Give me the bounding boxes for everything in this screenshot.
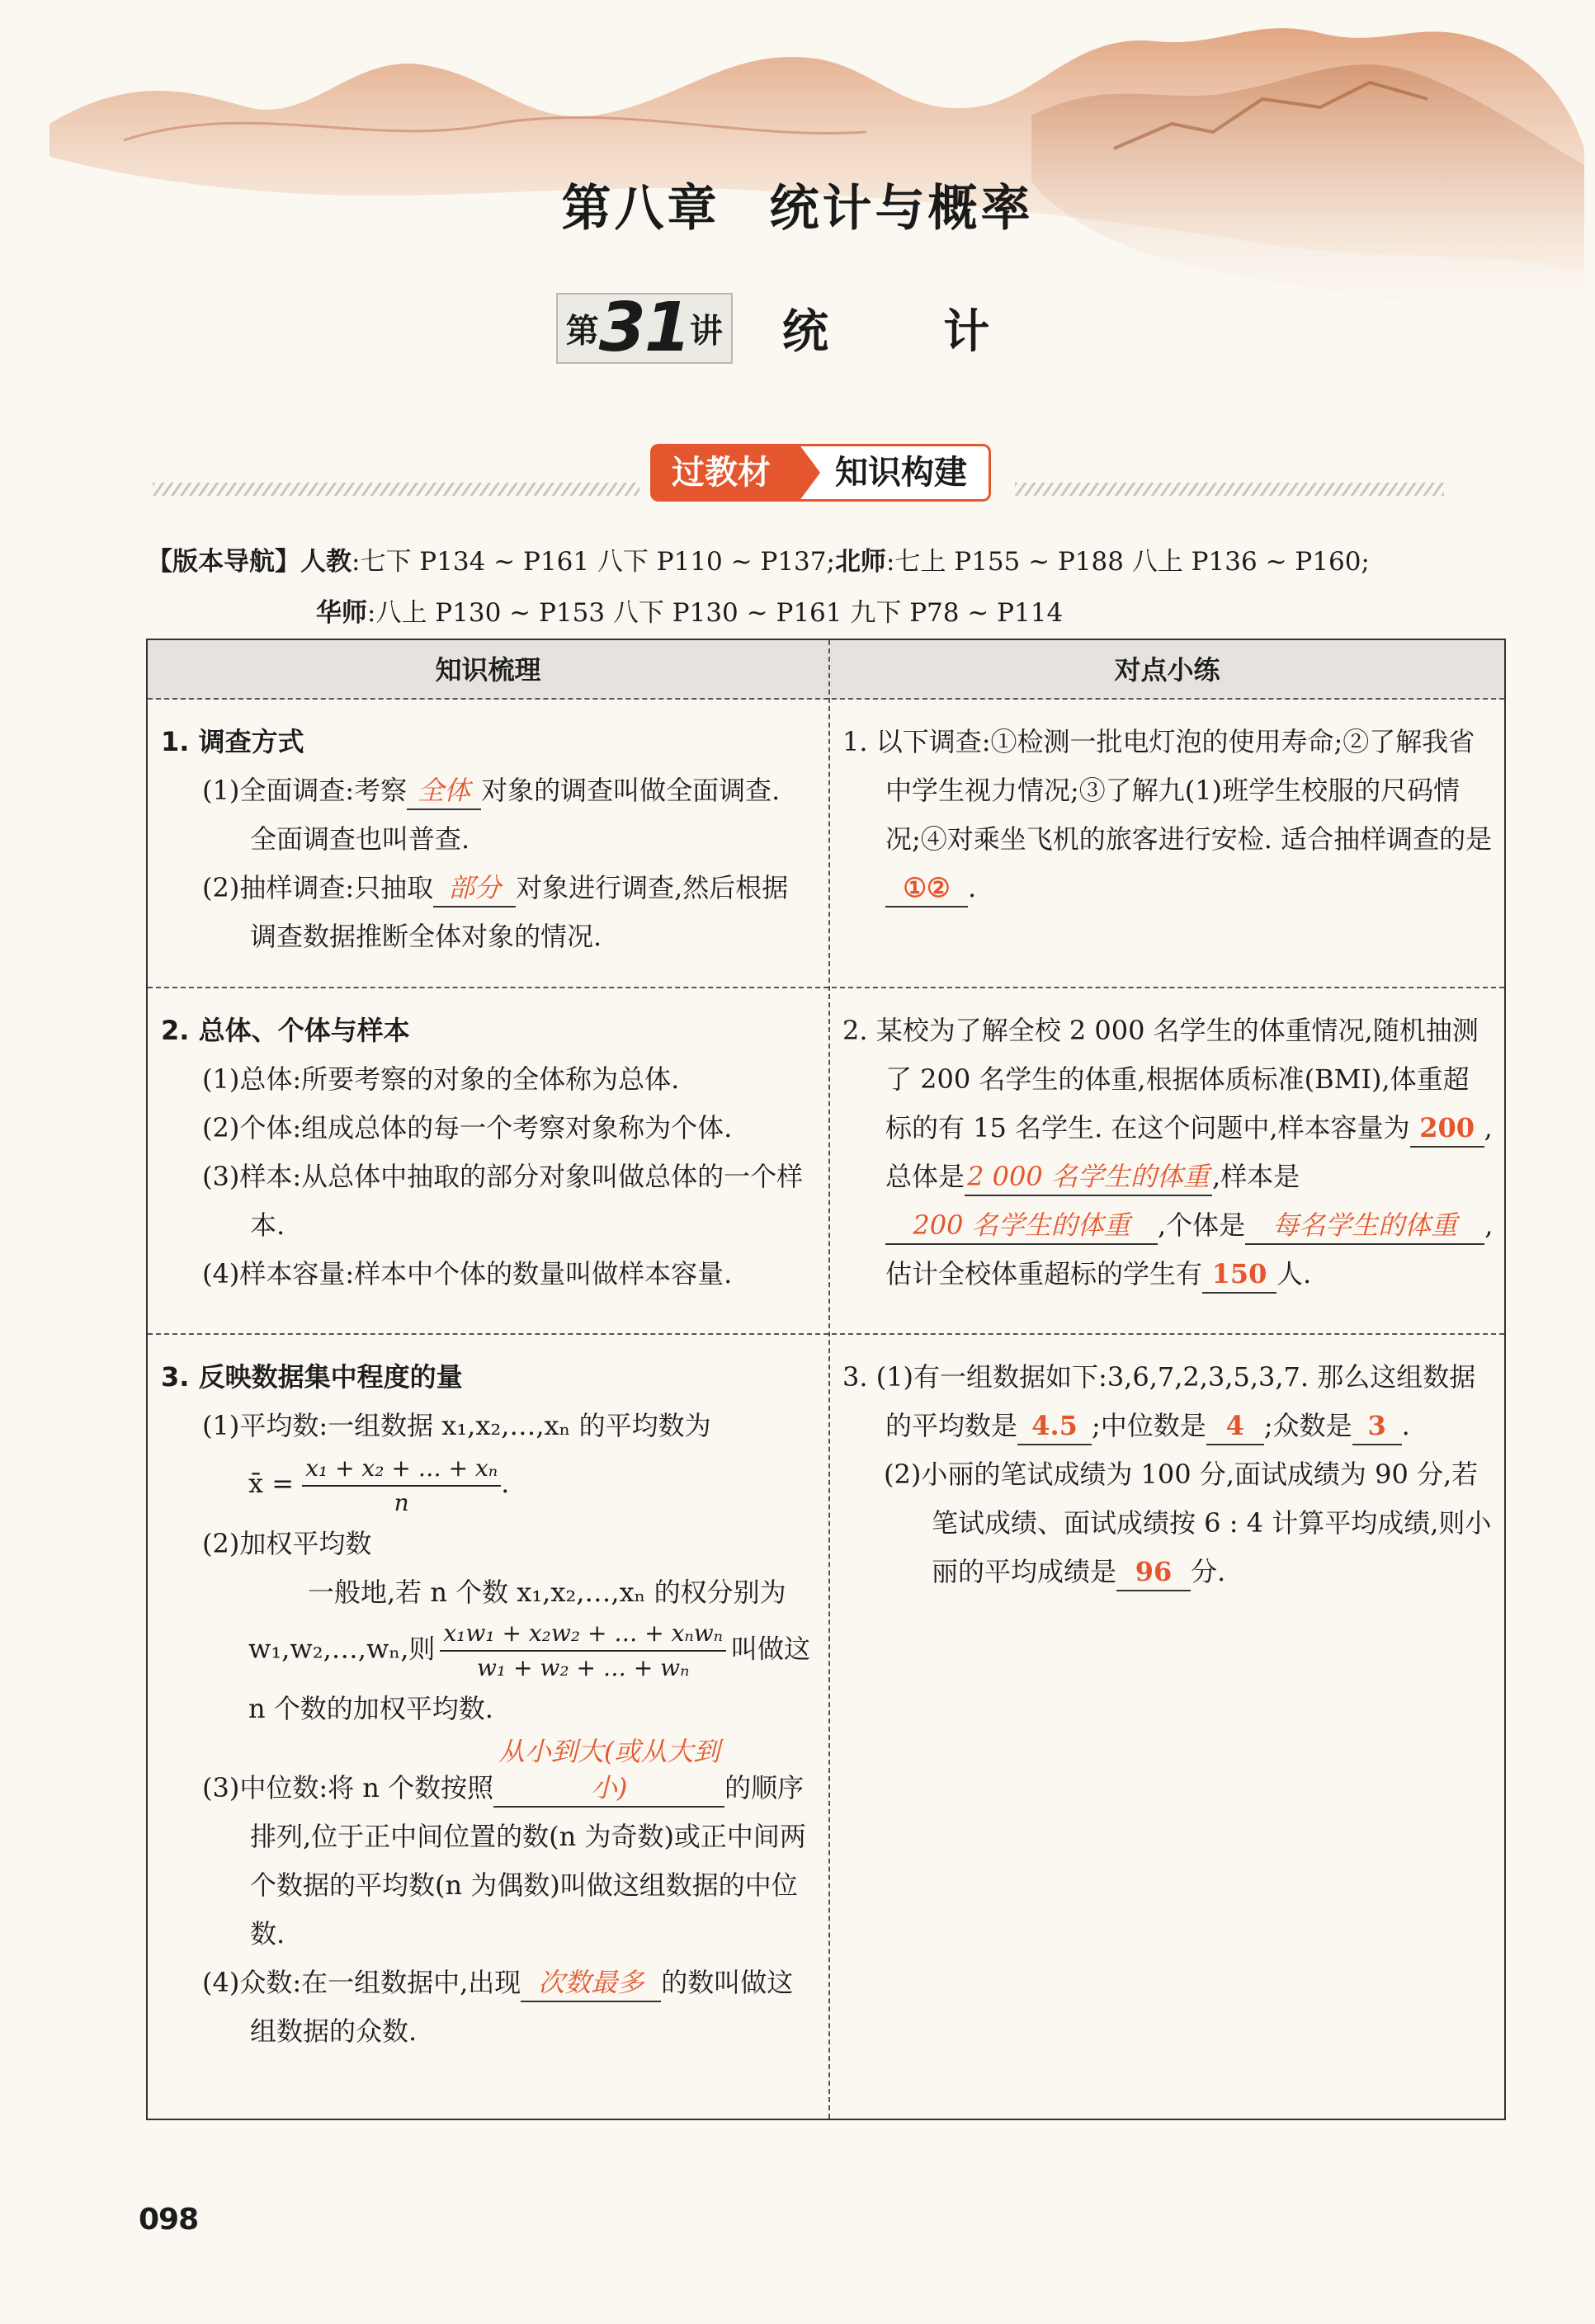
- text: 分.: [1191, 1556, 1226, 1587]
- fraction-numerator: x₁ + x₂ + … + xₙ: [302, 1452, 501, 1487]
- nav-huashi-label: 华师: [316, 598, 367, 628]
- answer-blank: 次数最多: [521, 1964, 661, 2002]
- mean-formula: x̄ = $\frac{\text{x₁ + x₂ + … + xₙ}}{n}$ .: [161, 1450, 813, 1520]
- text: 对象的调查叫做全面调查. 全面调查也叫普查.: [250, 775, 781, 855]
- answer-blank: 150: [1202, 1256, 1276, 1294]
- answer-blank: 200 名学生的体重: [885, 1207, 1158, 1245]
- banner-divider-left: [153, 483, 639, 496]
- paragraph: [161, 1959, 813, 2056]
- lecture-badge: [556, 289, 733, 367]
- answer-blank: 96: [1116, 1553, 1191, 1591]
- text: ,估计全校体重超标的学生有: [885, 1209, 1494, 1289]
- text: 对象进行调查,然后根据调查数据推断全体对象的情况.: [250, 872, 789, 952]
- text: ;中位数是: [1092, 1410, 1206, 1441]
- paragraph: (1)平均数:一组数据 x₁,x₂,…,xₙ 的平均数为: [202, 1410, 711, 1441]
- answer-blank: 4: [1206, 1407, 1264, 1445]
- lecture-title: [0, 289, 1595, 367]
- banner-divider-right: [1015, 483, 1444, 496]
- text: .: [968, 872, 977, 903]
- text: 2. 某校为了解全校 2 000 名学生的体重情况,随机抽测了 200 名学生的体重,根据体质标准(BMI),体重超标的有 15 名学生. 在这个问题中,样本容量为: [842, 1015, 1479, 1143]
- section-title: 2. 总体、个体与样本: [161, 1015, 410, 1046]
- nav-line-2: [147, 587, 1370, 639]
- answer-blank: 部分: [433, 870, 516, 907]
- column-divider: [828, 640, 830, 2119]
- text: (1)全面调查:考察: [202, 775, 408, 806]
- paragraph: [161, 864, 813, 961]
- question-text: [842, 1353, 1494, 1450]
- text: 的数叫做这组数据的众数.: [250, 1966, 794, 2047]
- section-title: 3. 反映数据集中程度的量: [161, 1361, 463, 1393]
- table-header: [148, 640, 1504, 700]
- paragraph: (1)总体:所要考察的对象的全体称为总体.: [202, 1063, 680, 1095]
- nav-renjiao: :七下 P134 ~ P161 八下 P110 ~ P137;: [352, 547, 835, 577]
- row-divider: [148, 1333, 1504, 1335]
- text: ;众数是: [1263, 1410, 1352, 1441]
- practice-question-2: [842, 1006, 1494, 1299]
- page-number: 098: [139, 2203, 199, 2237]
- text: ,个体是: [1158, 1209, 1246, 1241]
- column-header-practice: 对点小练: [1114, 654, 1220, 686]
- chapter-subject: 统计与概率: [769, 180, 1034, 238]
- mean-fraction: [302, 1452, 501, 1520]
- section-population-sample: [161, 1006, 813, 1299]
- nav-beishi: :七上 P155 ~ P188 八上 P136 ~ P160;: [885, 547, 1370, 577]
- formula-lhs: x̄ =: [248, 1468, 295, 1499]
- chapter-number: 第八章: [561, 180, 720, 238]
- nav-line-1: [147, 536, 1370, 587]
- nav-huashi: :八上 P130 ~ P153 八下 P130 ~ P161 九下 P78 ~ P114: [367, 598, 1064, 628]
- row-divider: [148, 987, 1504, 988]
- section-banner: [650, 444, 991, 502]
- text: (2)抽样调查:只抽取: [202, 872, 434, 903]
- chapter-title: [0, 169, 1595, 240]
- section-title: 1. 调查方式: [161, 726, 304, 757]
- answer-blank: 2 000 名学生的体重: [965, 1158, 1212, 1196]
- text: (3)中位数:将 n 个数按照: [202, 1771, 494, 1803]
- weighted-mean-fraction: [440, 1617, 726, 1685]
- paragraph: [161, 1568, 813, 1733]
- fraction-denominator: w₁ + w₂ + … + wₙ: [476, 1653, 690, 1681]
- question-text: [842, 1006, 1494, 1299]
- paragraph: [161, 766, 813, 864]
- answer-blank: 200: [1410, 1110, 1484, 1148]
- answer-blank: 每名学生的体重: [1245, 1207, 1484, 1245]
- answer-blank: ①②: [885, 870, 968, 907]
- section-central-tendency: [161, 1353, 813, 2056]
- text: 人.: [1276, 1258, 1312, 1289]
- paragraph: (4)样本容量:样本中个体的数量叫做样本容量.: [202, 1258, 733, 1289]
- lecture-number: 31: [598, 289, 690, 367]
- text: .: [1401, 1410, 1410, 1441]
- version-navigation: [147, 536, 1370, 639]
- text: 一般地,若 n 个数 x₁,x₂,…,xₙ 的权分别为 w₁,w₂,…,wₙ,则: [248, 1576, 786, 1664]
- section-survey-methods: [161, 718, 813, 961]
- answer-blank: 从小到大(或从大到小): [493, 1733, 724, 1808]
- text: 叫做这 n 个数的加权平均数.: [248, 1633, 811, 1724]
- text: (2)小丽的笔试成绩为 100 分,面试成绩为 90 分,若笔试成绩、面试成绩按 6 : 4 计算平均成绩,则小丽的平均成绩是: [884, 1459, 1492, 1587]
- text: (4)众数:在一组数据中,出现: [202, 1966, 521, 1998]
- nav-renjiao-label: 人教: [300, 547, 352, 577]
- question-text: [842, 718, 1494, 912]
- practice-question-3: [842, 1353, 1494, 1596]
- text: 3. (1)有一组数据如下:3,6,7,2,3,5,3,7. 那么这组数据的平均数是: [842, 1361, 1476, 1441]
- text: ,样本是: [1212, 1161, 1300, 1192]
- nav-label: 【版本导航】: [147, 547, 300, 577]
- answer-blank: 3: [1352, 1407, 1402, 1445]
- paragraph: [161, 1733, 813, 1959]
- paragraph: (2)个体:组成总体的每一个考察对象称为个体.: [202, 1112, 733, 1143]
- fraction-numerator: x₁w₁ + x₂w₂ + … + xₙwₙ: [440, 1617, 726, 1652]
- question-text: [842, 1450, 1494, 1596]
- column-header-knowledge: 知识梳理: [435, 654, 541, 686]
- text: ,总体是: [885, 1112, 1493, 1192]
- lecture-suffix: 讲: [689, 312, 723, 351]
- banner-left-label: 过教材: [650, 444, 799, 502]
- lecture-topic: 统 计: [781, 304, 1040, 360]
- lecture-prefix: 第: [565, 312, 599, 351]
- banner-right-label: 知识构建: [799, 444, 991, 502]
- answer-blank: 4.5: [1017, 1407, 1092, 1445]
- fraction-denominator: n: [394, 1488, 409, 1516]
- paragraph: (2)加权平均数: [202, 1527, 372, 1559]
- knowledge-table: [146, 639, 1506, 2120]
- practice-question-1: [842, 718, 1494, 912]
- nav-beishi-label: 北师: [834, 547, 886, 577]
- paragraph: (3)样本:从总体中抽取的部分对象叫做总体的一个样本.: [202, 1161, 804, 1241]
- text: 的顺序排列,位于正中间位置的数(n 为奇数)或正中间两个数据的平均数(n 为偶数)叫做这组数据的中位数.: [250, 1771, 806, 1949]
- text: 1. 以下调查:①检测一批电灯泡的使用寿命;②了解我省中学生视力情况;③了解九(1)班学生校服的尺码情况;④对乘坐飞机的旅客进行安检. 适合抽样调查的是: [842, 726, 1493, 855]
- answer-blank: 全体: [407, 772, 481, 810]
